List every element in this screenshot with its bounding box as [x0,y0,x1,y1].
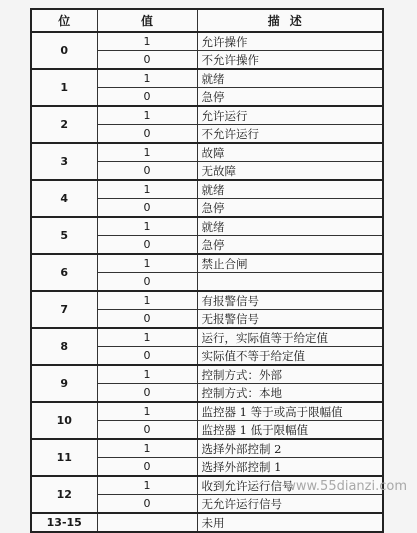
description-cell: 监控器 1 低于限幅值 [197,421,383,440]
description-cell: 急停 [197,88,383,107]
value-cell: 1 [97,254,197,273]
value-cell: 1 [97,106,197,125]
table-row [31,143,383,162]
description-cell: 急停 [197,236,383,255]
value-cell: 1 [97,291,197,310]
description-cell: 运行，实际值等于给定值 [197,328,383,347]
value-cell: 0 [97,236,197,255]
bit-cell: 7 [31,291,97,328]
watermark: www.55dianzi.com [285,479,407,494]
description-cell: 故障 [197,143,383,162]
value-cell: 1 [97,69,197,88]
header-bit: 位 [31,9,97,32]
description-cell: 允许操作 [197,32,383,51]
description-cell: 不允许运行 [197,125,383,144]
bit-status-table [30,8,384,533]
value-cell: 1 [97,328,197,347]
value-cell: 0 [97,347,197,366]
table-row [31,180,383,199]
value-cell: 1 [97,180,197,199]
description-cell: 监控器 1 等于或高于限幅值 [197,402,383,421]
table-body [31,32,383,532]
value-cell: 0 [97,495,197,514]
bit-cell: 11 [31,439,97,476]
description-cell: 就绪 [197,180,383,199]
description-cell: 无故障 [197,162,383,181]
table-row [31,439,383,458]
description-cell: 选择外部控制 2 [197,439,383,458]
table-row [31,365,383,384]
value-cell [97,513,197,532]
value-cell: 1 [97,476,197,495]
description-cell [197,273,383,292]
table-row [31,402,383,421]
value-cell: 1 [97,365,197,384]
description-cell: 控制方式：本地 [197,384,383,403]
bit-cell: 10 [31,402,97,439]
bit-cell: 2 [31,106,97,143]
value-cell: 1 [97,32,197,51]
bit-cell: 3 [31,143,97,180]
value-cell: 0 [97,458,197,477]
table-row [31,513,383,532]
header-row [31,9,383,32]
description-cell: 收到允许运行信号 [197,476,383,495]
value-cell: 0 [97,384,197,403]
value-cell: 0 [97,88,197,107]
value-cell: 0 [97,162,197,181]
value-cell: 1 [97,143,197,162]
description-cell: 禁止合闸 [197,254,383,273]
description-cell: 急停 [197,199,383,218]
bit-cell: 13-15 [31,513,97,532]
bit-cell: 4 [31,180,97,217]
table-row [31,328,383,347]
bit-cell: 8 [31,328,97,365]
description-cell: 未用 [197,513,383,532]
description-cell: 不允许操作 [197,51,383,70]
value-cell: 0 [97,310,197,329]
value-cell: 0 [97,199,197,218]
table-row [31,217,383,236]
description-cell: 有报警信号 [197,291,383,310]
description-cell: 无允许运行信号 [197,495,383,514]
value-cell: 0 [97,51,197,70]
bit-cell: 5 [31,217,97,254]
table-row [31,106,383,125]
bit-cell: 6 [31,254,97,291]
bit-cell: 0 [31,32,97,69]
description-cell: 无报警信号 [197,310,383,329]
description-cell: 选择外部控制 1 [197,458,383,477]
bit-cell: 9 [31,365,97,402]
description-cell: 实际值不等于给定值 [197,347,383,366]
value-cell: 0 [97,125,197,144]
table-row [31,254,383,273]
description-cell: 就绪 [197,217,383,236]
bit-cell: 12 [31,476,97,513]
table-row [31,32,383,51]
bit-cell: 1 [31,69,97,106]
description-cell: 允许运行 [197,106,383,125]
description-cell: 就绪 [197,69,383,88]
value-cell: 1 [97,439,197,458]
table-row [31,69,383,88]
value-cell: 0 [97,273,197,292]
value-cell: 1 [97,402,197,421]
description-cell: 控制方式：外部 [197,365,383,384]
value-cell: 0 [97,421,197,440]
value-cell: 1 [97,217,197,236]
header-description: 描述 [197,9,383,32]
table-row [31,291,383,310]
header-value: 值 [97,9,197,32]
